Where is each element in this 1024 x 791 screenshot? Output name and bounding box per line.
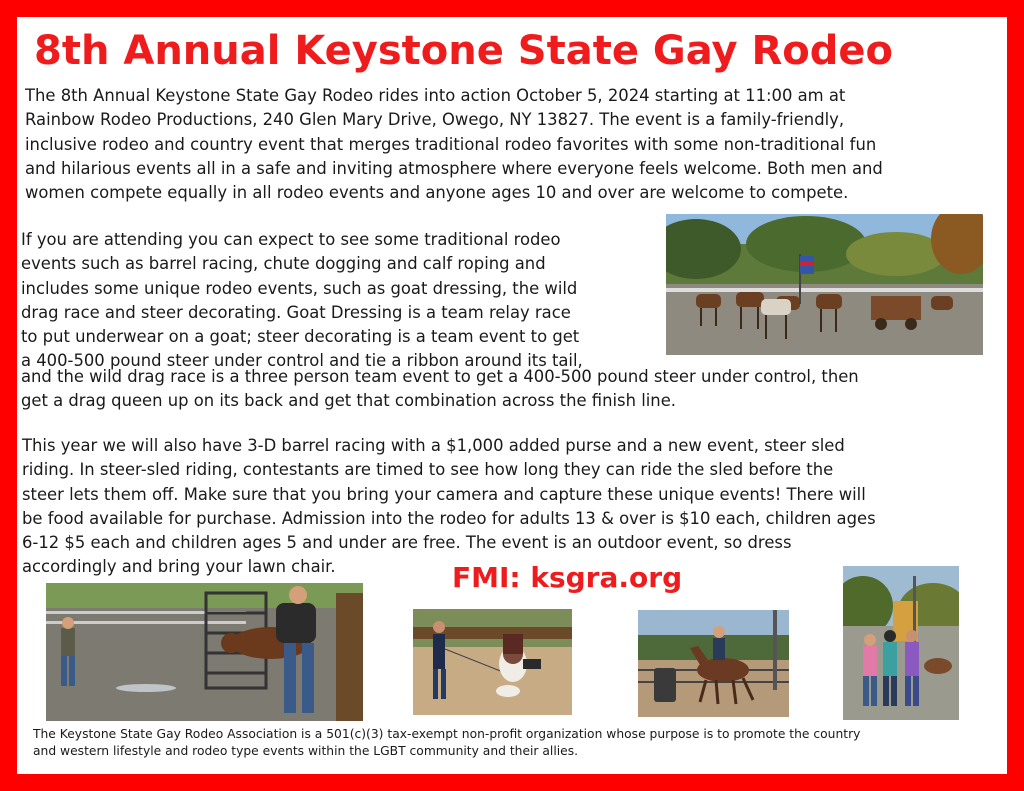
year-line: This year we will also have 3-D barrel racing with a $1,000 added purse and a new event, steer sled	[22, 436, 845, 455]
rodeo-crowd-photo	[843, 566, 959, 720]
year-line: steer lets them off. Make sure that you bring your camera and capture these unique events! There will	[22, 484, 866, 504]
events-line: includes some unique rodeo events, such as goat dressing, the wild	[21, 278, 578, 298]
intro-line: inclusive rodeo and country event that merges traditional rodeo favorites with some non-traditional fun	[25, 134, 877, 154]
year-line: 6-12 $5 each and children ages 5 and under are free. The event is an outdoor event, so dress	[22, 533, 792, 553]
events-line: get a drag queen up on its back and get that combination across the finish line.	[21, 391, 676, 411]
events-line: drag race and steer decorating. Goat Dressing is a team relay race	[21, 302, 571, 322]
footer-line: The Keystone State Gay Rodeo Association is a 501(c)(3) tax-exempt non-profit organization whose purpose is to promote the country	[33, 727, 861, 741]
chute-dogging-photo	[46, 583, 363, 721]
fmi-website-link[interactable]: FMI: ksgra.org	[452, 561, 683, 594]
year-line: accordingly and bring your lawn chair.	[22, 557, 336, 577]
intro-line: women compete equally in all rodeo events and anyone ages 10 and over are welcome to compete.	[25, 183, 849, 203]
organization-footer	[33, 726, 1003, 759]
intro-paragraph	[25, 84, 1005, 205]
footer-line: and western lifestyle and rodeo type events within the LGBT community and their allies.	[33, 743, 579, 758]
intro-line: and hilarious events all in a safe and inviting atmosphere where everyone feels welcome. Both men and	[25, 158, 883, 178]
goat-dressing-photo	[413, 609, 572, 715]
events-paragraph-continued	[21, 365, 1011, 414]
year-line: riding. In steer-sled riding, contestants are timed to see how long they can ride the sled before the	[22, 460, 834, 480]
events-line: If you are attending you can expect to see some traditional rodeo	[21, 230, 561, 249]
arena-riders-photo	[666, 214, 983, 355]
intro-line: The 8th Annual Keystone State Gay Rodeo rides into action October 5, 2024 starting at 11:00 am at	[25, 86, 846, 105]
intro-line: Rainbow Rodeo Productions, 240 Glen Mary Drive, Owego, NY 13827. The event is a family-friendly,	[25, 110, 845, 130]
events-line: a 400-500 pound steer under control and tie a ribbon around its tail,	[21, 351, 583, 371]
page-title: 8th Annual Keystone State Gay Rodeo	[34, 28, 894, 74]
this-year-paragraph	[22, 434, 1007, 580]
events-line: and the wild drag race is a three person team event to get a 400-500 pound steer under control, then	[21, 367, 859, 386]
events-paragraph	[21, 228, 667, 374]
year-line: be food available for purchase. Admission into the rodeo for adults 13 & over is $10 each, children ages	[22, 508, 876, 528]
events-line: events such as barrel racing, chute dogging and calf roping and	[21, 254, 546, 274]
events-line: to put underwear on a goat; steer decorating is a team event to get	[21, 327, 580, 347]
barrel-racing-photo	[638, 610, 789, 717]
